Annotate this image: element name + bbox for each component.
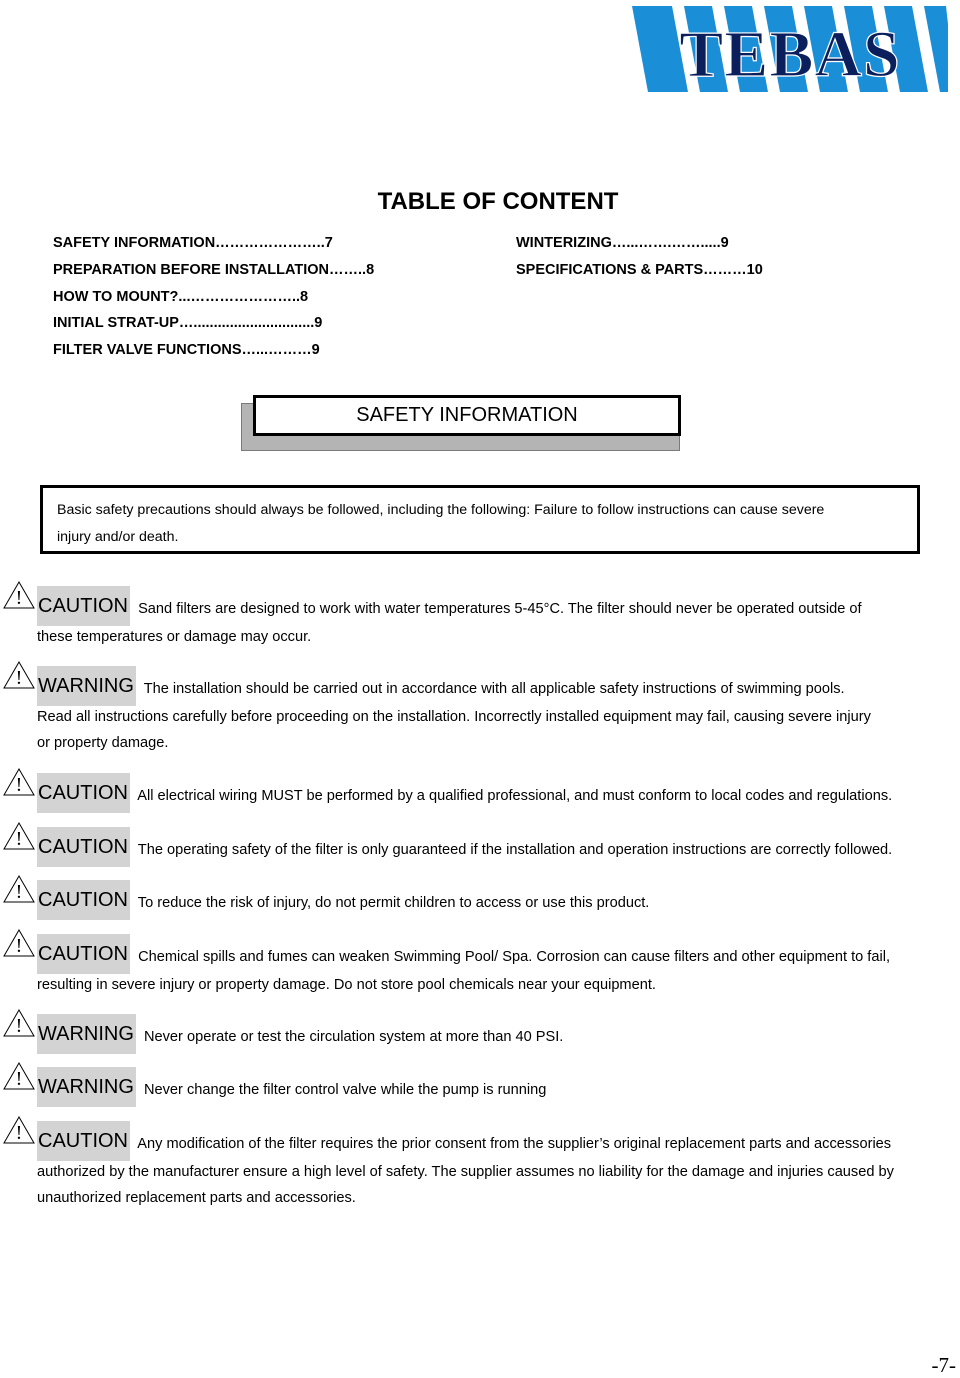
notice-warning-psi <box>15 1010 959 1050</box>
svg-text:!: ! <box>15 667 23 689</box>
notice-text: All electrical wiring MUST be performed by a qualified professional, and must conform to local codes and regulations. <box>137 788 893 804</box>
toc-entry-winterizing[interactable]: WINTERIZING…...…….…….....9 <box>516 235 729 251</box>
warning-triangle-icon <box>2 874 36 904</box>
toc-entry-valve-functions[interactable]: FILTER VALVE FUNCTIONS…...………9 <box>53 342 320 358</box>
notice-text: Any modification of the filter requires the prior consent from the supplier’s original replacement parts and accessories <box>137 1136 892 1152</box>
notice-text: Never change the filter control valve while the pump is running <box>143 1082 547 1098</box>
section-title: SAFETY INFORMATION <box>356 404 578 426</box>
notice-text: Read all instructions carefully before proceeding on the installation. Incorrectly installed equipment may fail, causing severe injury <box>37 709 871 725</box>
notice-caution-wiring <box>15 769 959 809</box>
svg-text:!: ! <box>15 1068 23 1090</box>
svg-text:!: ! <box>15 587 23 609</box>
warning-triangle-icon <box>2 1061 36 1091</box>
intro-line-1: Basic safety precautions should always be followed, including the following: Failure to follow instructions can cause severe <box>57 502 825 518</box>
toc-entry-mount[interactable]: HOW TO MOUNT?...…………………..8 <box>53 289 309 305</box>
toc-entry-safety[interactable]: SAFETY INFORMATION…………………..7 <box>53 235 333 251</box>
notice-label: CAUTION <box>37 934 130 974</box>
toc-entry-preparation[interactable]: PREPARATION BEFORE INSTALLATION……..8 <box>53 262 375 278</box>
notice-label: CAUTION <box>37 880 130 920</box>
notice-text: Chemical spills and fumes can weaken Swimming Pool/ Spa. Corrosion can cause filters and other equipment to fail, <box>138 949 891 965</box>
notice-label: CAUTION <box>37 773 130 813</box>
toc-entry-specifications[interactable]: SPECIFICATIONS & PARTS………10 <box>516 262 763 278</box>
notice-caution-operating-safety <box>15 823 959 863</box>
notice-label: CAUTION <box>37 586 130 626</box>
notice-text: The operating safety of the filter is only guaranteed if the installation and operation instructions are correctly followed. <box>137 842 893 858</box>
notice-label: CAUTION <box>37 1121 130 1161</box>
warning-triangle-icon <box>2 1008 36 1038</box>
section-header <box>253 395 681 436</box>
svg-text:TEBAS: TEBAS <box>679 18 901 91</box>
notice-caution-children <box>15 876 959 916</box>
notice-warning-installation <box>15 662 959 756</box>
notice-text: resulting in severe injury or property damage. Do not store pool chemicals near your equipment. <box>37 977 656 993</box>
svg-text:!: ! <box>15 774 23 796</box>
warning-triangle-icon <box>2 928 36 958</box>
notice-label: WARNING <box>37 1067 136 1107</box>
warning-triangle-icon <box>2 1115 36 1145</box>
notice-label: WARNING <box>37 1014 136 1054</box>
notice-text: unauthorized replacement parts and accessories. <box>37 1190 356 1206</box>
svg-text:!: ! <box>15 935 23 957</box>
notice-label: CAUTION <box>37 827 130 867</box>
notice-label: WARNING <box>37 666 136 706</box>
svg-text:!: ! <box>15 1122 23 1144</box>
intro-line-2: injury and/or death. <box>57 529 179 545</box>
notice-warning-valve <box>15 1063 959 1103</box>
page-number: -7- <box>931 1353 956 1377</box>
notice-caution-modification <box>15 1117 959 1211</box>
warning-triangle-icon <box>2 767 36 797</box>
warning-triangle-icon <box>2 580 36 610</box>
tebas-logo <box>630 4 948 94</box>
notice-text: The installation should be carried out in accordance with all applicable safety instructions of swimming pools. <box>143 681 845 697</box>
warning-triangle-icon <box>2 821 36 851</box>
notice-text: Never operate or test the circulation system at more than 40 PSI. <box>143 1029 564 1045</box>
notice-text: these temperatures or damage may occur. <box>37 629 312 645</box>
notice-text: or property damage. <box>37 735 169 751</box>
intro-box <box>40 485 920 554</box>
notice-text: To reduce the risk of injury, do not permit children to access or use this product. <box>137 895 650 911</box>
toc-title: TABLE OF CONTENT <box>377 188 619 215</box>
warning-triangle-icon <box>2 660 36 690</box>
notice-caution-chemicals <box>15 930 959 998</box>
svg-text:!: ! <box>15 1015 23 1037</box>
notice-caution-temperature <box>15 582 959 650</box>
toc-entry-startup[interactable]: INITIAL STRAT-UP…..............................9 <box>53 315 323 331</box>
svg-text:!: ! <box>15 881 23 903</box>
notice-text: Sand filters are designed to work with water temperatures 5-45°C. The filter should never be operated outside of <box>138 601 862 617</box>
notice-text: authorized by the manufacturer ensure a high level of safety. The supplier assumes no liability for the damage and injuries caused by <box>37 1164 894 1180</box>
svg-text:!: ! <box>15 828 23 850</box>
